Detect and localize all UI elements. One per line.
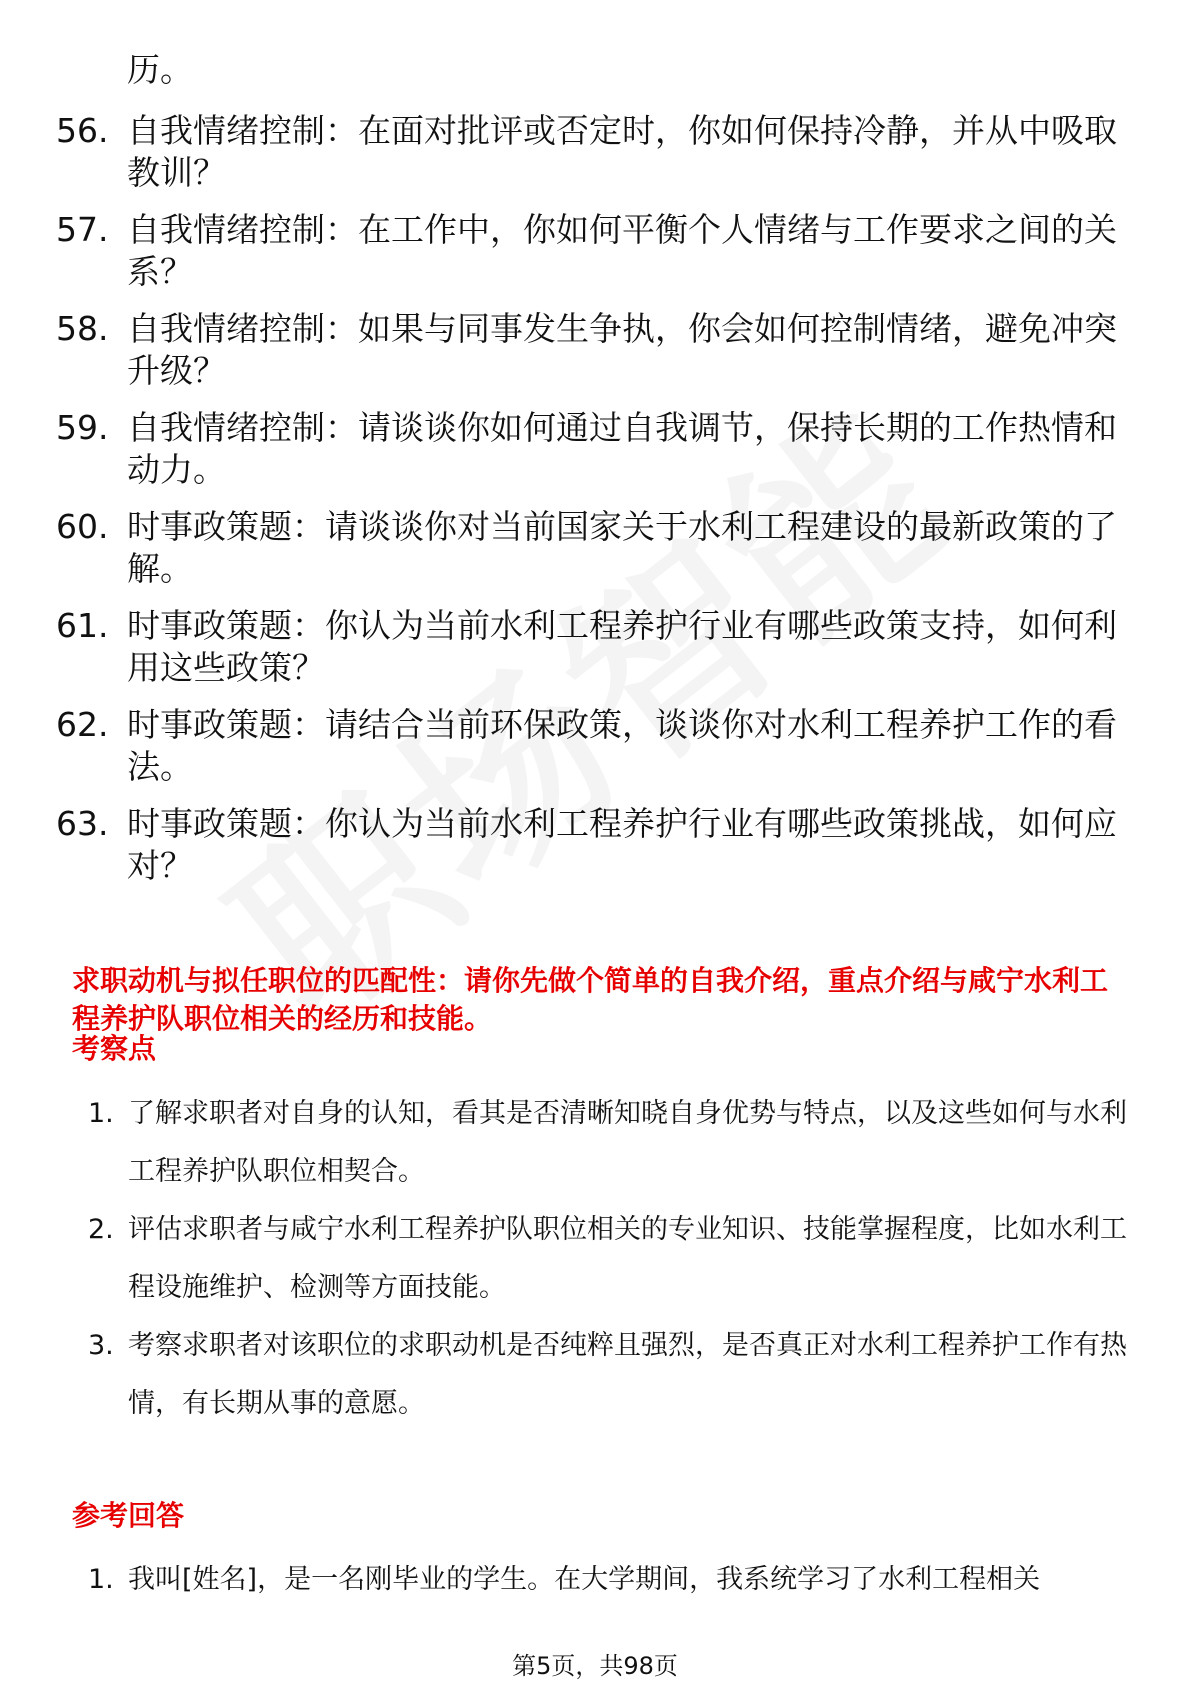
- question-item: [56, 209, 1126, 293]
- kaochadian-item: [88, 1317, 1128, 1433]
- question-number: 58.: [56, 309, 109, 348]
- cankao-list: [88, 1551, 1128, 1609]
- kaochadian-item: [88, 1085, 1128, 1201]
- question-item: [56, 110, 1126, 194]
- question-text: 时事政策题：你认为当前水利工程养护行业有哪些政策挑战，如何应对？: [127, 804, 1117, 885]
- point-number: 1.: [88, 1564, 114, 1595]
- question-item: [56, 803, 1126, 887]
- question-text: 时事政策题：你认为当前水利工程养护行业有哪些政策支持，如何利用这些政策？: [127, 606, 1117, 687]
- point-number: 2.: [88, 1214, 114, 1245]
- question-number: 59.: [56, 408, 109, 447]
- page-footer: 第5页，共98页: [512, 1652, 678, 1680]
- cankao-item: [88, 1551, 1128, 1609]
- kaochadian-title: 考察点: [72, 1032, 157, 1065]
- question-item: [56, 704, 1126, 788]
- point-number: 3.: [88, 1330, 114, 1361]
- kaochadian-list: [88, 1085, 1128, 1433]
- question-text: 自我情绪控制：在工作中，你如何平衡个人情绪与工作要求之间的关系？: [127, 210, 1117, 291]
- question-number: 63.: [56, 804, 109, 843]
- point-text: 考察求职者对该职位的求职动机是否纯粹且强烈，是否真正对水利工程养护工作有热情，有长期从事的意愿。: [128, 1330, 1127, 1419]
- point-text: 我叫[姓名]，是一名刚毕业的学生。在大学期间，我系统学习了水利工程相关: [128, 1564, 1041, 1595]
- point-text: 评估求职者与咸宁水利工程养护队职位相关的专业知识、技能掌握程度，比如水利工程设施维护、检测等方面技能。: [128, 1214, 1127, 1303]
- question-number: 60.: [56, 507, 109, 546]
- point-text: 了解求职者对自身的认知，看其是否清晰知晓自身优势与特点，以及这些如何与水利工程养护队职位相契合。: [128, 1098, 1127, 1187]
- question-number: 56.: [56, 111, 109, 150]
- question-text: 自我情绪控制：如果与同事发生争执，你会如何控制情绪，避免冲突升级？: [127, 309, 1117, 390]
- question-number: 57.: [56, 210, 109, 249]
- question-item: [56, 506, 1126, 590]
- question-text: 自我情绪控制：在面对批评或否定时，你如何保持冷静，并从中吸取教训？: [127, 111, 1117, 192]
- question-number: 62.: [56, 705, 109, 744]
- point-number: 1.: [88, 1098, 114, 1129]
- question-text: 时事政策题：请谈谈你对当前国家关于水利工程建设的最新政策的了解。: [127, 507, 1117, 588]
- cankao-title: 参考回答: [72, 1499, 185, 1532]
- question-item: [56, 407, 1126, 491]
- kaochadian-item: [88, 1201, 1128, 1317]
- question-item: [56, 308, 1126, 392]
- question-item: [56, 605, 1126, 689]
- question-text: 自我情绪控制：请谈谈你如何通过自我调节，保持长期的工作热情和动力。: [127, 408, 1117, 489]
- continuation-text: 历。: [127, 50, 193, 89]
- question-number: 61.: [56, 606, 109, 645]
- featured-question-heading: 求职动机与拟任职位的匹配性：请你先做个简单的自我介绍，重点介绍与咸宁水利工程养护队职位相关的经历和技能。: [72, 964, 1109, 1035]
- question-text: 时事政策题：请结合当前环保政策，谈谈你对水利工程养护工作的看法。: [127, 705, 1117, 786]
- question-list: [56, 110, 1126, 902]
